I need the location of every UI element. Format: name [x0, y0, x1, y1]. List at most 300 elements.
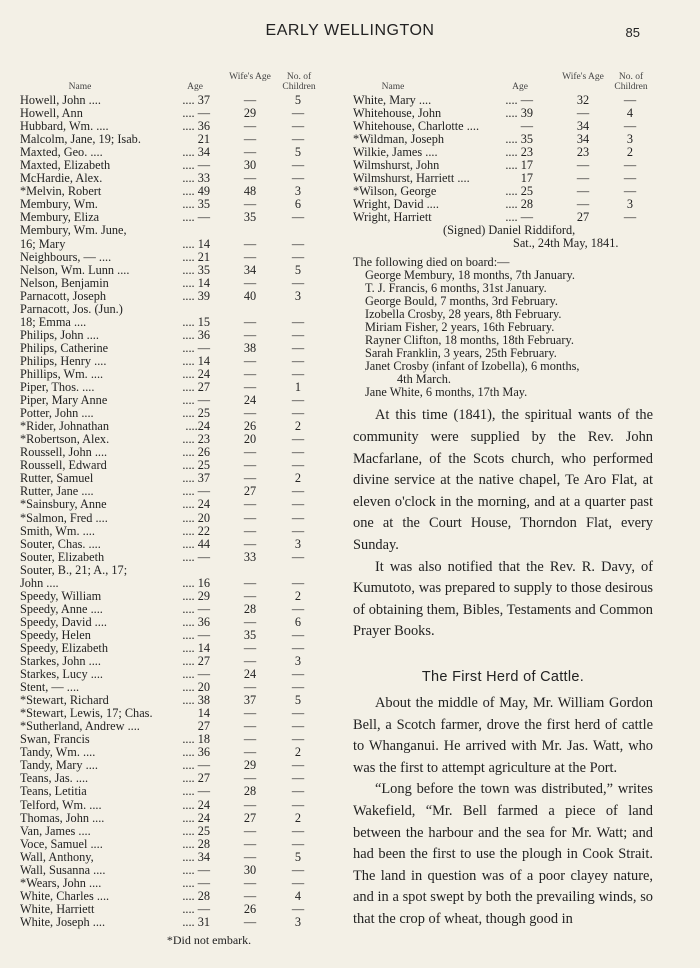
wife-age: — [243, 197, 257, 212]
children-count: — [291, 106, 305, 121]
passenger-name: Parnacott, Jos. (Jun.) [20, 301, 123, 316]
passenger-name: Whitehouse, John [353, 106, 442, 121]
children-count: — [291, 732, 305, 747]
passenger-age: .... 49 [182, 184, 210, 199]
children-count: — [623, 93, 637, 107]
children-count: — [291, 758, 305, 773]
wife-age: — [243, 249, 257, 264]
passenger-name: Starkes, Lucy .... [20, 667, 103, 682]
table-row [20, 851, 328, 864]
passenger-name: Van, James .... [20, 823, 91, 838]
wife-age: — [576, 158, 590, 173]
wife-age: 34 [576, 132, 590, 147]
table-row [20, 564, 328, 577]
passenger-name: Speedy, David .... [20, 614, 107, 629]
children-count: 2 [294, 471, 302, 486]
children-count: — [291, 327, 305, 342]
children-count: — [291, 575, 305, 590]
children-count: — [291, 158, 305, 173]
children-count: — [291, 719, 305, 734]
passenger-age: .... 35 [505, 132, 533, 147]
children-count: 3 [294, 914, 302, 929]
death-entry: Jane White, 6 months, 17th May. [365, 385, 528, 400]
children-count: — [291, 340, 305, 355]
passenger-age: .... — [182, 901, 210, 916]
passenger-name: *Rider, Johnathan [20, 419, 109, 434]
body-paragraph: “Long before the town was distributed,” writes Wakefield, “Mr. Bell farmed a piece of land between the harbour and the sea for Mr. Watt; and had been the first to use the plough in Cook Strait. The land in question was of a poor clayey nature, and in a spot swept by both the prevailing winds, so that the crop of wheat, though good in [353, 781, 653, 927]
table-row [20, 498, 328, 511]
passenger-age: .... 16 [182, 575, 210, 590]
wife-age: — [243, 236, 257, 251]
children-count: — [623, 210, 637, 225]
children-count: — [291, 236, 305, 251]
passenger-age: .... — [182, 106, 210, 121]
children-count: — [291, 458, 305, 473]
children-count: 4 [294, 888, 302, 903]
wife-age: — [243, 640, 257, 655]
wife-age: — [243, 445, 257, 460]
wife-age: 29 [243, 758, 257, 773]
wife-age: — [243, 875, 257, 890]
passenger-age: 17 [520, 171, 533, 186]
passenger-age: .... — [182, 210, 210, 225]
passenger-name: Wright, David .... [353, 197, 439, 212]
passenger-name: McHardie, Alex. [20, 171, 103, 186]
wife-age: — [576, 184, 590, 199]
passenger-age: .... 34 [182, 145, 210, 160]
passenger-age: .... 34 [182, 849, 210, 864]
passenger-name: Wilmshurst, Harriett .... [353, 171, 470, 186]
table-row [20, 916, 328, 929]
table-row [20, 264, 328, 277]
passenger-name: John .... [20, 575, 59, 590]
passenger-name: *Robertson, Alex. [20, 432, 110, 447]
passenger-name: Wilmshurst, John [353, 158, 440, 173]
children-count: 3 [294, 536, 302, 551]
children-count: — [291, 797, 305, 812]
passenger-age: .... 28 [182, 836, 210, 851]
passenger-name: White, Harriett [20, 901, 95, 916]
children-count: 2 [294, 745, 302, 760]
passenger-name: Teans, Letitia [20, 784, 87, 799]
passenger-age: .... 23 [182, 432, 210, 447]
passenger-name: Starkes, John .... [20, 654, 101, 669]
deaths-intro: The following died on board:— [353, 255, 510, 270]
passenger-age: ....24 [185, 419, 210, 434]
table-body [353, 94, 653, 224]
table-row [20, 224, 328, 237]
children-count: — [623, 171, 637, 186]
passenger-name: Rutter, Jane .... [20, 484, 94, 499]
children-count: 1 [294, 380, 302, 395]
passenger-name: Souter, B., 21; A., 17; [20, 562, 128, 577]
children-count: — [623, 184, 637, 199]
children-count: 5 [294, 93, 302, 107]
table-row [20, 251, 328, 264]
passenger-age: .... 14 [182, 275, 210, 290]
passenger-age: .... 22 [182, 523, 210, 538]
table-row [20, 890, 328, 903]
body-paragraph: It was also notified that the Rev. R. Davy, of Kumutoto, was prepared to supply to those desirous of obtaining them, Bibles, Testaments and Common Prayer Books. [353, 558, 653, 640]
table-row [20, 525, 328, 538]
passenger-name: Maxted, Elizabeth [20, 158, 111, 173]
table-row [20, 799, 328, 812]
passenger-name: *Wilson, George [353, 184, 437, 199]
children-count: 5 [294, 849, 302, 864]
wife-age: — [243, 771, 257, 786]
passenger-name: Membury, Wm. [20, 197, 98, 212]
passenger-name: Nelson, Wm. Lunn .... [20, 262, 130, 277]
children-count: — [291, 523, 305, 538]
passenger-age: .... 15 [182, 314, 210, 329]
passenger-name: Stent, — .... [20, 680, 80, 695]
passenger-age: .... 18 [182, 732, 210, 747]
table-row [20, 577, 328, 590]
passenger-age: 21 [197, 132, 210, 147]
children-count: — [291, 627, 305, 642]
passenger-name: Roussell, Edward [20, 458, 107, 473]
death-entry: T. J. Francis, 6 months, 31st January. [365, 281, 547, 296]
passenger-name: Parnacott, Joseph [20, 288, 107, 303]
header-children: No. of Children [282, 72, 316, 92]
passenger-name: 18; Emma .... [20, 314, 87, 329]
children-count: — [291, 601, 305, 616]
passenger-age: .... 38 [182, 693, 210, 708]
table-header [353, 66, 653, 94]
right-column [353, 66, 653, 931]
wife-age: — [243, 314, 257, 329]
children-count: 2 [294, 419, 302, 434]
passenger-name: Maxted, Geo. .... [20, 145, 103, 160]
passenger-name: Phillips, Wm. .... [20, 366, 104, 381]
signature-date: Sat., 24th May, 1841. [513, 236, 619, 251]
passenger-age: .... 25 [182, 458, 210, 473]
passenger-name: 16; Mary [20, 236, 66, 251]
passenger-age: .... 36 [182, 327, 210, 342]
header-age: Age [512, 82, 528, 92]
passenger-name: White, Mary .... [353, 93, 432, 107]
passenger-age: .... 20 [182, 510, 210, 525]
passenger-age: .... 20 [182, 680, 210, 695]
passenger-name: Speedy, William [20, 588, 102, 603]
passenger-age: .... 44 [182, 536, 210, 551]
passenger-name: Souter, Elizabeth [20, 549, 105, 564]
table-row [20, 838, 328, 851]
passenger-name: Swan, Francis [20, 732, 90, 747]
table-row [20, 303, 328, 316]
death-entry: Rayner Clifton, 18 months, 18th February. [365, 333, 574, 348]
running-title: EARLY WELLINGTON [265, 22, 435, 39]
passenger-name: *Wildman, Joseph [353, 132, 445, 147]
wife-age: 28 [243, 784, 257, 799]
children-count: 3 [626, 132, 634, 147]
wife-age: — [576, 171, 590, 186]
deaths-list [353, 269, 653, 399]
children-count: — [291, 549, 305, 564]
wife-age: — [243, 732, 257, 747]
passenger-age: — [520, 119, 533, 134]
passenger-age: .... 39 [505, 106, 533, 121]
table-row [20, 877, 328, 890]
passenger-name: Hubbard, Wm. .... [20, 119, 109, 134]
children-count: — [291, 771, 305, 786]
children-count: — [291, 171, 305, 186]
wife-age: 38 [243, 340, 257, 355]
wife-age: — [243, 275, 257, 290]
passenger-age: .... 24 [182, 797, 210, 812]
passenger-name: Philips, John .... [20, 327, 99, 342]
wife-age: 30 [243, 862, 257, 877]
wife-age: 27 [243, 484, 257, 499]
wife-age: — [243, 797, 257, 812]
children-count: — [291, 406, 305, 421]
passenger-age: .... — [182, 393, 210, 408]
footnote: *Did not embark. [166, 933, 252, 947]
children-count: — [291, 249, 305, 264]
passenger-name: *Stewart, Lewis, 17; Chas. [20, 706, 153, 721]
passenger-name: Malcolm, Jane, 19; Isab. [20, 132, 141, 147]
children-count: 2 [294, 588, 302, 603]
wife-age: — [243, 849, 257, 864]
children-count: 5 [294, 693, 302, 708]
children-count: — [291, 510, 305, 525]
children-count: — [291, 210, 305, 225]
passenger-age: .... 24 [182, 366, 210, 381]
wife-age: — [243, 353, 257, 368]
table-row [20, 316, 328, 329]
children-count: — [291, 706, 305, 721]
wife-age: — [576, 106, 590, 121]
wife-age: — [243, 406, 257, 421]
passenger-name: Roussell, John .... [20, 445, 108, 460]
children-count: — [291, 667, 305, 682]
passenger-age: .... 35 [182, 262, 210, 277]
passenger-age: .... 14 [182, 236, 210, 251]
table-row [20, 785, 328, 798]
wife-age: — [243, 588, 257, 603]
table-row [20, 616, 328, 629]
children-count: — [291, 393, 305, 408]
children-count: — [291, 875, 305, 890]
passenger-age: .... 39 [182, 288, 210, 303]
passenger-name: Neighbours, — .... [20, 249, 112, 264]
body-paragraph: At this time (1841), the spiritual wants of the community were supplied by the Rev. John Macfarlane, of the Scots church, who performed divine service at the native chapel, Te Aro Flat, at eleven o'clock in the morning, and at a quarter past one at the Court House, Thorndon Flat, every Sunday. [353, 407, 653, 554]
children-count: 6 [294, 614, 302, 629]
wife-age: 27 [243, 810, 257, 825]
wife-age: — [243, 523, 257, 538]
passenger-age: .... 37 [182, 471, 210, 486]
table-row [20, 603, 328, 616]
wife-age: 24 [243, 393, 257, 408]
passenger-name: Smith, Wm. .... [20, 523, 95, 538]
table-row [20, 590, 328, 603]
passenger-age: .... — [182, 862, 210, 877]
children-count: — [291, 314, 305, 329]
passenger-name: White, Charles .... [20, 888, 110, 903]
children-count: — [291, 366, 305, 381]
wife-age: 34 [576, 119, 590, 134]
passenger-name: Philips, Henry .... [20, 353, 107, 368]
children-count: — [291, 862, 305, 877]
wife-age: 40 [243, 288, 257, 303]
wife-age: 35 [243, 627, 257, 642]
death-entry: George Bould, 7 months, 3rd February. [365, 294, 558, 309]
wife-age: — [243, 680, 257, 695]
passenger-age: .... 17 [505, 158, 533, 173]
table-header [20, 66, 328, 94]
wife-age: — [243, 171, 257, 186]
passenger-age: .... — [505, 93, 533, 107]
wife-age: 37 [243, 693, 257, 708]
death-entry: Izobella Crosby, 28 years, 8th February. [365, 307, 562, 322]
wife-age: — [243, 380, 257, 395]
table-row [20, 825, 328, 838]
passenger-age: .... 21 [182, 249, 210, 264]
wife-age: — [243, 536, 257, 551]
passenger-name: Howell, John .... [20, 93, 101, 107]
death-entry: Sarah Franklin, 3 years, 25th February. [365, 346, 557, 361]
passenger-name: Rutter, Samuel [20, 471, 94, 486]
passenger-name: *Sainsbury, Anne [20, 497, 107, 512]
children-count: 2 [294, 810, 302, 825]
signature-line: (Signed) Daniel Riddiford, [443, 223, 576, 238]
wife-age: — [243, 654, 257, 669]
passenger-age: .... 29 [182, 588, 210, 603]
passenger-name: Wall, Anthony, [20, 849, 94, 864]
header-children: No. of Children [614, 72, 648, 92]
table-row [20, 277, 328, 290]
wife-age: — [576, 197, 590, 212]
passenger-name: *Salmon, Fred .... [20, 510, 108, 525]
passenger-name: *Melvin, Robert [20, 184, 102, 199]
wife-age: 34 [243, 262, 257, 277]
passenger-age: .... 36 [182, 745, 210, 760]
passenger-name: Speedy, Anne .... [20, 601, 103, 616]
table-row [20, 551, 328, 564]
passenger-age: .... 33 [182, 171, 210, 186]
passenger-name: *Stewart, Richard [20, 693, 109, 708]
death-entry-continuation: 4th March. [397, 372, 451, 387]
wife-age: 29 [243, 106, 257, 121]
passenger-age: .... 28 [182, 888, 210, 903]
table-row [20, 864, 328, 877]
passenger-age: .... — [182, 667, 210, 682]
passenger-name: Thomas, John .... [20, 810, 105, 825]
wife-age: 23 [576, 145, 590, 160]
passenger-name: Nelson, Benjamin [20, 275, 109, 290]
table-row [20, 903, 328, 916]
wife-age: — [243, 366, 257, 381]
death-entry: George Membury, 18 months, 7th January. [365, 268, 575, 283]
wife-age: — [243, 823, 257, 838]
passenger-name: Wilkie, James .... [353, 145, 438, 160]
children-count: — [291, 432, 305, 447]
table-row [20, 329, 328, 342]
passenger-name: Membury, Wm. June, [20, 223, 127, 238]
death-entry: Janet Crosby (infant of Izobella), 6 months, [365, 359, 580, 374]
wife-age: — [243, 745, 257, 760]
header-age: Age [187, 82, 203, 92]
passenger-name: Howell, Ann [20, 106, 83, 121]
table-row [20, 342, 328, 355]
passenger-age: .... 14 [182, 640, 210, 655]
wife-age: — [243, 888, 257, 903]
table-row [20, 538, 328, 551]
wife-age: 33 [243, 549, 257, 564]
children-count: 4 [626, 106, 634, 121]
wife-age: 26 [243, 901, 257, 916]
passenger-age: .... 24 [182, 810, 210, 825]
wife-age: — [243, 510, 257, 525]
wife-age: — [243, 836, 257, 851]
header-name: Name [381, 82, 405, 92]
wife-age: — [243, 458, 257, 473]
wife-age: — [243, 119, 257, 134]
children-count: — [291, 119, 305, 134]
children-count: 5 [294, 145, 302, 160]
table-row [353, 211, 653, 224]
table-row [20, 812, 328, 825]
table-row [20, 238, 328, 251]
header-wife-age: Wife's Age [229, 72, 271, 82]
passenger-name: Piper, Mary Anne [20, 393, 108, 408]
page-header [0, 22, 700, 44]
wife-age: 32 [576, 93, 590, 107]
wife-age: 35 [243, 210, 257, 225]
passenger-age: .... — [182, 601, 210, 616]
passenger-name: Speedy, Elizabeth [20, 640, 108, 655]
children-count: — [623, 158, 637, 173]
table-body [20, 94, 328, 929]
wife-age: — [243, 471, 257, 486]
passenger-name: Teans, Jas. .... [20, 771, 89, 786]
passenger-age: .... — [182, 549, 210, 564]
children-count: — [291, 680, 305, 695]
children-count: 5 [294, 262, 302, 277]
children-count: 2 [626, 145, 634, 160]
passenger-age: .... — [182, 158, 210, 173]
passenger-age: .... 28 [505, 197, 533, 212]
children-count: — [291, 484, 305, 499]
passenger-age: .... — [182, 627, 210, 642]
passenger-name: Souter, Chas. .... [20, 536, 101, 551]
passenger-age: .... 27 [182, 771, 210, 786]
table-row [20, 512, 328, 525]
wife-age: — [243, 93, 257, 107]
children-count: — [291, 640, 305, 655]
passenger-age: .... — [182, 758, 210, 773]
children-count: 6 [294, 197, 302, 212]
passenger-name: Wall, Susanna .... [20, 862, 106, 877]
passenger-age: .... 26 [182, 445, 210, 460]
passenger-name: Piper, Thos. .... [20, 380, 95, 395]
wife-age: — [243, 497, 257, 512]
passenger-name: Philips, Catherine [20, 340, 109, 355]
passenger-age: .... 31 [182, 914, 210, 929]
passenger-age: 27 [197, 719, 210, 734]
wife-age: — [243, 575, 257, 590]
children-count: 3 [294, 288, 302, 303]
passenger-age: .... — [182, 484, 210, 499]
passenger-name: Tandy, Mary .... [20, 758, 98, 773]
wife-age: 30 [243, 158, 257, 173]
children-count: 3 [626, 197, 634, 212]
passenger-name: Whitehouse, Charlotte .... [353, 119, 480, 134]
wife-age: — [243, 327, 257, 342]
wife-age: — [243, 706, 257, 721]
passenger-name: *Wears, John .... [20, 875, 102, 890]
death-entry: Miriam Fisher, 2 years, 16th February. [365, 320, 555, 335]
